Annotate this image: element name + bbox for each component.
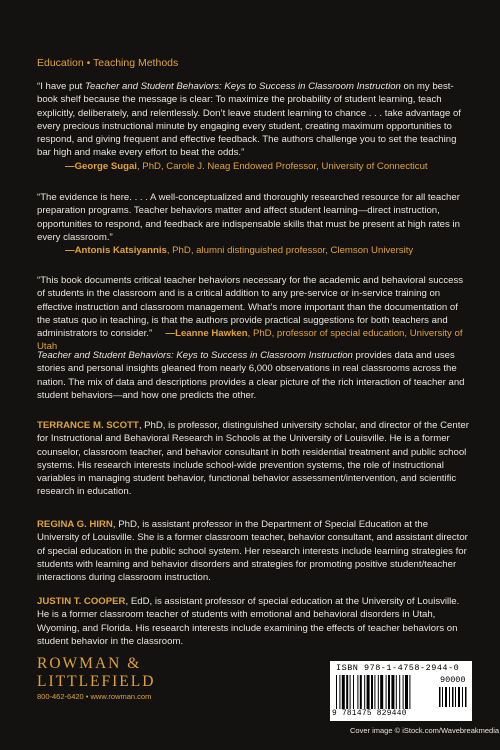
barcode-bar — [346, 675, 348, 709]
author-bio — [37, 595, 471, 648]
barcode-bar — [403, 675, 404, 709]
bio-text: , PhD, is professor, distinguished university scholar, and director of the Center for Instructional and Behavioral Research in Schools at the University of Louisville. He is a former counselor, classroom teacher, and behavior consultant in both residential treatment and public school systems. His research interests include school-wide prevention systems, the role of instructional variables in managing student behavior, functional behavior assessment/intervention, and scientific research in education. — [37, 420, 469, 498]
barcode-bar — [388, 675, 390, 709]
price-barcode-bars — [438, 687, 468, 707]
barcode-bar — [396, 675, 397, 709]
book-summary — [37, 349, 471, 402]
barcode-bar — [336, 675, 337, 709]
barcode-bar — [378, 675, 379, 709]
price-code: 90000 — [440, 675, 466, 685]
cover-image-credit: Cover image © iStock.com/Wavebreakmedia — [350, 726, 500, 735]
author-name: REGINA G. HIRN — [37, 519, 113, 530]
barcode-bar — [374, 675, 375, 709]
category-label: Education • Teaching Methods — [37, 57, 179, 69]
isbn-barcode — [330, 661, 472, 721]
barcode-bar — [409, 675, 410, 709]
barcode-bar — [339, 675, 340, 709]
barcode-bar — [380, 675, 383, 709]
quote-text: “I have put — [37, 81, 85, 92]
ean-digits: 9 781475 829440 — [332, 710, 407, 718]
quote-text: on my best-book shelf because the message is clear: To maximize the probability of student learning, teach explicitly, deliberately, and relentlessly. Don’t leave student learning to chance . . . take advantage of every precious instructional minute by engaging every student, creating maximum opportunities to respond, and giving frequent and effective feedback. The authors challenge you to set the teaching bar high and make every effort to beat the odds.” — [37, 81, 461, 159]
endorsement-quote — [37, 274, 471, 354]
quote-affiliation: , PhD, professor of special education, University of Utah — [37, 328, 463, 353]
bio-text: , EdD, is assistant professor of special education at the University of Louisville. He is a former classroom teacher of students with emotional and behavioral disorders in Utah, Wyoming, and Florida. His research interests include examining the effects of teacher behaviors on student behavior in the classroom. — [37, 596, 460, 647]
barcode-bar — [386, 675, 387, 709]
quote-text: “The evidence is here. . . . A well-conceptualized and thoroughly researched resource for all teacher preparation programs. Teacher behaviors matter and affect student learning—direct instruction, opportunities to respond, and feedback are indispensable skills that must be present at high rates in every classroom.” — [37, 192, 460, 243]
book-title: Teacher and Student Behaviors: Keys to Success in Classroom Instruction — [85, 81, 401, 92]
barcode-bar — [371, 675, 373, 709]
book-title: Teacher and Student Behaviors: Keys to Success in Classroom Instruction — [37, 350, 353, 361]
quote-affiliation: , PhD, alumni distinguished professor, Clemson University — [166, 245, 414, 257]
quote-author: —Leanne Hawken — [165, 328, 248, 340]
publisher-contact: 800-462-6420 • www.rowman.com — [37, 692, 152, 701]
author-bio — [37, 419, 471, 499]
endorsement-quote — [37, 191, 471, 257]
barcode-bar — [364, 675, 365, 709]
barcode-bar — [350, 675, 351, 709]
publisher-name-line2: LITTLEFIELD — [37, 673, 156, 690]
publisher-logo — [37, 655, 177, 703]
barcode-bar — [353, 675, 354, 709]
summary-text: provides data and uses stories and personal insights gleaned from nearly 6,000 observations in real classrooms across the nation. The mix of data and descriptions provides a clear picture of the rich interaction of teacher and student behaviors—and how one predicts the other. — [37, 350, 465, 401]
barcode-bar — [367, 675, 370, 709]
barcode-bars — [336, 675, 436, 709]
barcode-bar — [360, 675, 362, 709]
endorsement-quote — [37, 80, 471, 173]
quote-affiliation: , PhD, Carole J. Neag Endowed Professor, University of Connecticut — [136, 160, 428, 172]
quote-author: —George Sugai — [65, 160, 137, 172]
quote-author: —Antonis Katsiyannis — [65, 245, 167, 257]
author-name: TERRANCE M. SCOTT — [37, 420, 139, 431]
barcode-bar — [405, 675, 408, 709]
bio-text: , PhD, is assistant professor in the Department of Special Education at the University of Louisville. She is a former classroom teacher, behavior consultant, and assistant director of special education in the public school system. Her research interests include learning strategies for students with learning and behavior disorders and strategies for promoting positive student/teacher interactions during classroom instruction. — [37, 519, 468, 584]
barcode-bar — [342, 675, 345, 709]
quote-text: “This book documents critical teacher behaviors necessary for the academic and behavioral success of students in the classroom and is a critical addition to any pre-service or in-service training on effective instruction and classroom management. What’s more important than the documentation of the status quo in teaching, is that the authors provide practical suggestions for both teachers and administrators to consider.” — [37, 275, 464, 340]
publisher-name-line1: ROWMAN & — [37, 655, 142, 672]
isbn-number: ISBN 978-1-4758-2944-0 — [336, 663, 460, 673]
barcode-bar — [357, 675, 358, 709]
author-name: JUSTIN T. COOPER — [37, 596, 126, 607]
author-bio — [37, 518, 471, 584]
barcode-bar — [399, 675, 400, 709]
barcode-bar — [391, 675, 394, 709]
